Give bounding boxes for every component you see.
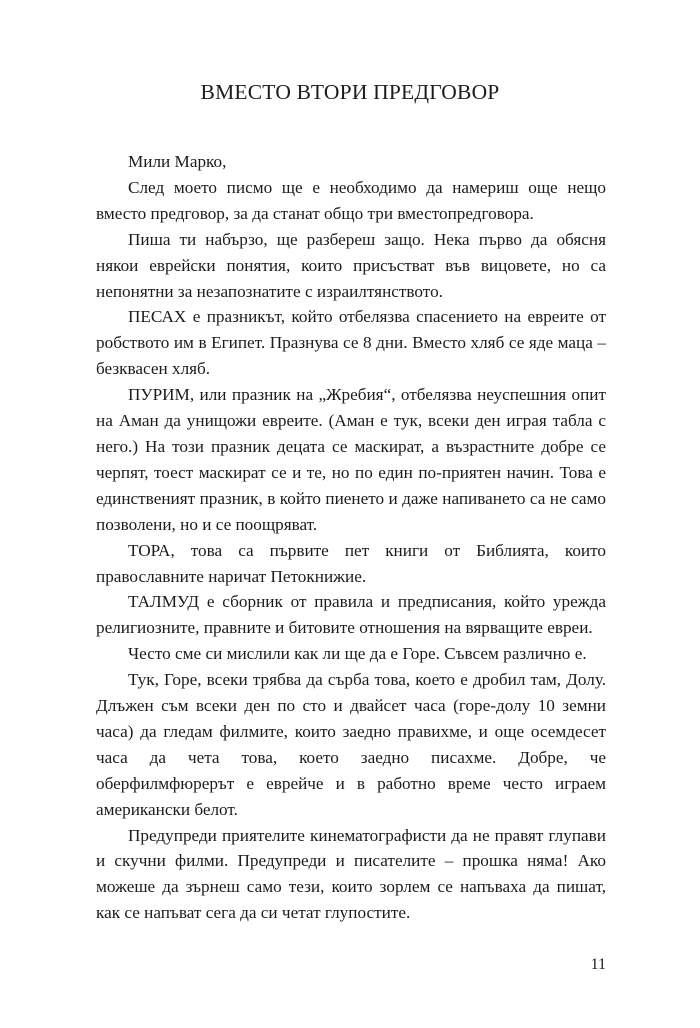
paragraph-torah: ТОРА, това са първите пет книги от Библията, които православните наричат Петокнижие. — [96, 540, 606, 586]
chapter-title: ВМЕСТО ВТОРИ ПРЕДГОВОР — [200, 80, 500, 104]
body-text — [96, 149, 606, 926]
page-number: 11 — [590, 956, 606, 973]
paragraph: След моето писмо ще е необходимо да намериш още нещо вместо предговор, за да станат общо три вместопредговора. — [96, 177, 606, 223]
paragraph: Предупреди приятелите кинематографисти да не правят глупави и скучни филми. Предупреди и писателите – прошка няма! Ако можеше да зърнеш само тези, които зорлем се напъваха да пишат, как се напъват сега да си четат глупостите. — [96, 825, 606, 923]
paragraph-purim: ПУРИМ, или празник на „Жребия“, отбелязва неуспешния опит на Аман да унищожи евреите. (Аман е тук, всеки ден играя табла с него.) На този празник децата се маскират, а възрастните добре се черпят, тоест маскират се и те, но по един по-приятен начин. Това е единственият празник, в който пиенето и даже напиването са не само позволени, но и се поощряват. — [96, 385, 606, 534]
paragraph: Тук, Горе, всеки трябва да сърба това, което е дробил там, Долу. Длъжен съм всеки ден по сто и двайсет часа (горе-долу 10 земни часа) да гледам филмите, които заедно правихме, и още осемдесет часа да чета това, което заедно писахме. Добре, че оберфилмфюрерът е еврейче и в работно време често играем американски белот. — [96, 670, 606, 819]
paragraph-salutation: Мили Марко, — [128, 152, 227, 171]
paragraph: Пиша ти набързо, ще разбереш защо. Нека първо да обясня някои еврейски понятия, които присъстват във вицовете, но са непонятни за незапознатите с израилтянството. — [96, 229, 606, 301]
paragraph-talmud: ТАЛМУД е сборник от правила и предписания, който урежда религиозните, правните и битовите отношения на вярващите евреи. — [96, 592, 606, 638]
paragraph: Често сме си мислили как ли ще да е Горе. Съвсем различно е. — [128, 644, 587, 664]
paragraph-pesach: ПЕСАХ е празникът, който отбелязва спасението на евреите от робството им в Египет. Празнува се 8 дни. Вместо хляб се яде маца – безквасен хляб. — [96, 307, 606, 379]
